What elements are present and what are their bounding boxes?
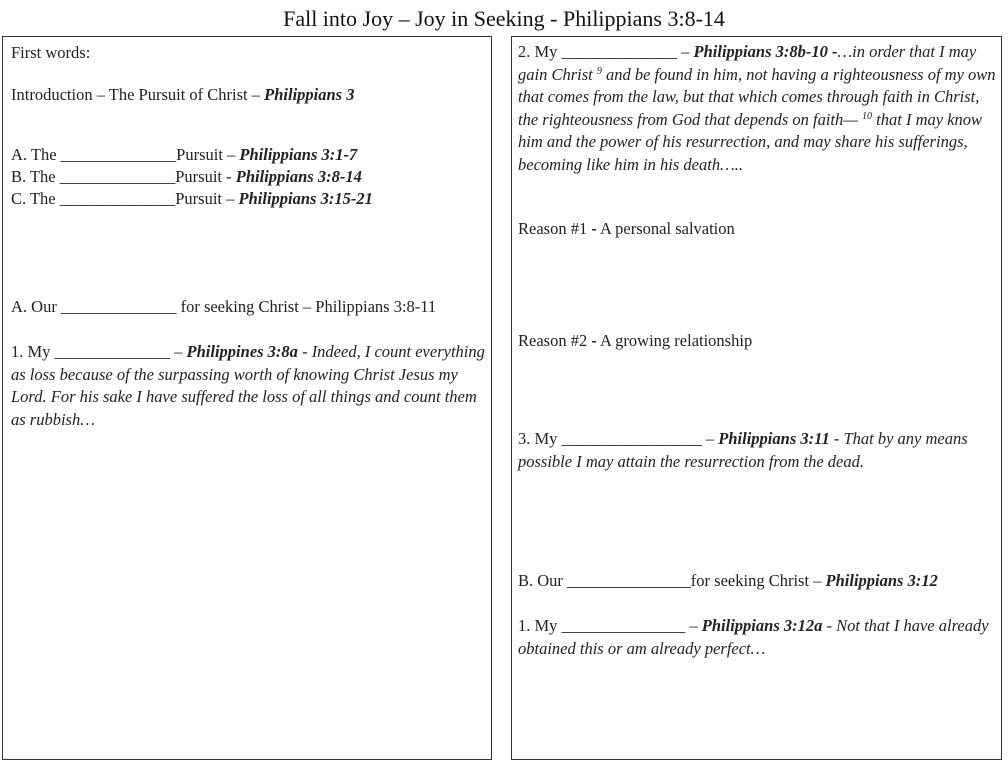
item-quote-part-b: and be found in him, not having a righteousness of my own that comes from the law, but that which comes through faith in Christ, the righteousness from God that depends on faith— bbox=[518, 64, 996, 129]
item-prefix: 1. My bbox=[518, 616, 562, 635]
pursuit-suffix: Pursuit - bbox=[175, 167, 236, 186]
item-dash: – bbox=[677, 42, 694, 61]
section-b-suffix: for seeking Christ – bbox=[690, 571, 826, 590]
pursuit-prefix: B. The bbox=[11, 167, 60, 186]
reason-label: Reason #1 bbox=[518, 219, 592, 238]
introduction-label: Introduction – The Pursuit of Christ – bbox=[11, 85, 265, 104]
item-ref: Philippians 3:11 bbox=[718, 429, 830, 448]
reason-label: Reason #2 bbox=[518, 331, 592, 350]
right-item-1 bbox=[518, 615, 998, 660]
reason-1-line bbox=[518, 218, 735, 241]
right-item-2 bbox=[518, 41, 998, 176]
item-blank: _______________ bbox=[561, 616, 686, 635]
item-blank: ______________ bbox=[561, 42, 678, 61]
left-column-box bbox=[2, 36, 492, 760]
item-prefix: 1. My bbox=[11, 342, 55, 361]
section-b-prefix: B. Our bbox=[518, 571, 568, 590]
item-ref: Philippians 3:8b-10 - bbox=[693, 42, 838, 61]
pursuit-ref: Philippians 3:15-21 bbox=[238, 189, 373, 208]
item-quote: Not that I have already obtained this or am already perfect… bbox=[518, 616, 989, 658]
reason-text: A growing relationship bbox=[596, 331, 753, 350]
item-ref: Philippines 3:8a bbox=[186, 342, 298, 361]
item-sep: - bbox=[829, 429, 844, 448]
pursuit-suffix: Pursuit – bbox=[175, 189, 239, 208]
pursuit-prefix: C. The bbox=[11, 189, 60, 208]
section-a-blank: ______________ bbox=[60, 297, 177, 316]
reason-dash: - bbox=[591, 219, 597, 238]
introduction-ref: Philippians 3 bbox=[264, 85, 355, 104]
item-quote-part-c: that I may know him and the power of his resurrection, and may share his sufferings, becoming like him in his death….. bbox=[518, 109, 983, 174]
item-prefix: 3. My bbox=[518, 429, 562, 448]
page-title: Fall into Joy – Joy in Seeking - Philippians 3:8-14 bbox=[283, 6, 725, 31]
item-quote-part-a: …in order that I may gain Christ bbox=[518, 42, 977, 84]
verse-number-9: 9 bbox=[596, 65, 602, 77]
section-a-heading bbox=[11, 296, 436, 319]
pursuit-suffix: Pursuit – bbox=[176, 145, 240, 164]
item-quote: Indeed, I count everything as loss because of the surpassing worth of knowing Christ Jesus my Lord. For his sake I have suffered the loss of all things and count them as rubbish… bbox=[11, 342, 485, 429]
reason-text: A personal salvation bbox=[596, 219, 735, 238]
right-column-box bbox=[511, 36, 1002, 760]
section-b-blank: _______________ bbox=[567, 571, 691, 590]
item-sep: - bbox=[822, 616, 837, 635]
section-a-suffix: for seeking Christ – Philippians 3:8-11 bbox=[176, 297, 437, 316]
item-sep: - bbox=[297, 342, 312, 361]
pursuit-ref: Philippians 3:1-7 bbox=[239, 145, 358, 164]
pursuit-a-line bbox=[11, 144, 357, 167]
item-dash: – bbox=[701, 429, 719, 448]
pursuit-prefix: A. The bbox=[11, 145, 61, 164]
verse-number-10: 10 bbox=[862, 110, 873, 122]
item-prefix: 2. My bbox=[518, 42, 562, 61]
item-blank: _________________ bbox=[561, 429, 702, 448]
section-b-heading bbox=[518, 570, 938, 593]
pursuit-blank: ______________ bbox=[59, 189, 176, 208]
item-blank: ______________ bbox=[54, 342, 171, 361]
first-words-label: First words: bbox=[11, 43, 91, 62]
item-quote: That by any means possible I may attain the resurrection from the dead. bbox=[518, 429, 968, 471]
section-a-prefix: A. Our bbox=[11, 297, 61, 316]
section-b-ref: Philippians 3:12 bbox=[825, 571, 938, 590]
introduction-line bbox=[11, 84, 354, 107]
pursuit-b-line bbox=[11, 166, 362, 189]
reason-2-line bbox=[518, 330, 752, 353]
item-ref: Philippians 3:12a bbox=[701, 616, 823, 635]
item-dash: – bbox=[170, 342, 187, 361]
pursuit-c-line bbox=[11, 188, 373, 211]
pursuit-ref: Philippians 3:8-14 bbox=[235, 167, 362, 186]
pursuit-blank: ______________ bbox=[60, 145, 177, 164]
item-dash: – bbox=[685, 616, 702, 635]
pursuit-blank: ______________ bbox=[59, 167, 176, 186]
right-item-3 bbox=[518, 428, 998, 473]
left-item-1 bbox=[11, 341, 487, 431]
reason-dash: - bbox=[591, 331, 597, 350]
